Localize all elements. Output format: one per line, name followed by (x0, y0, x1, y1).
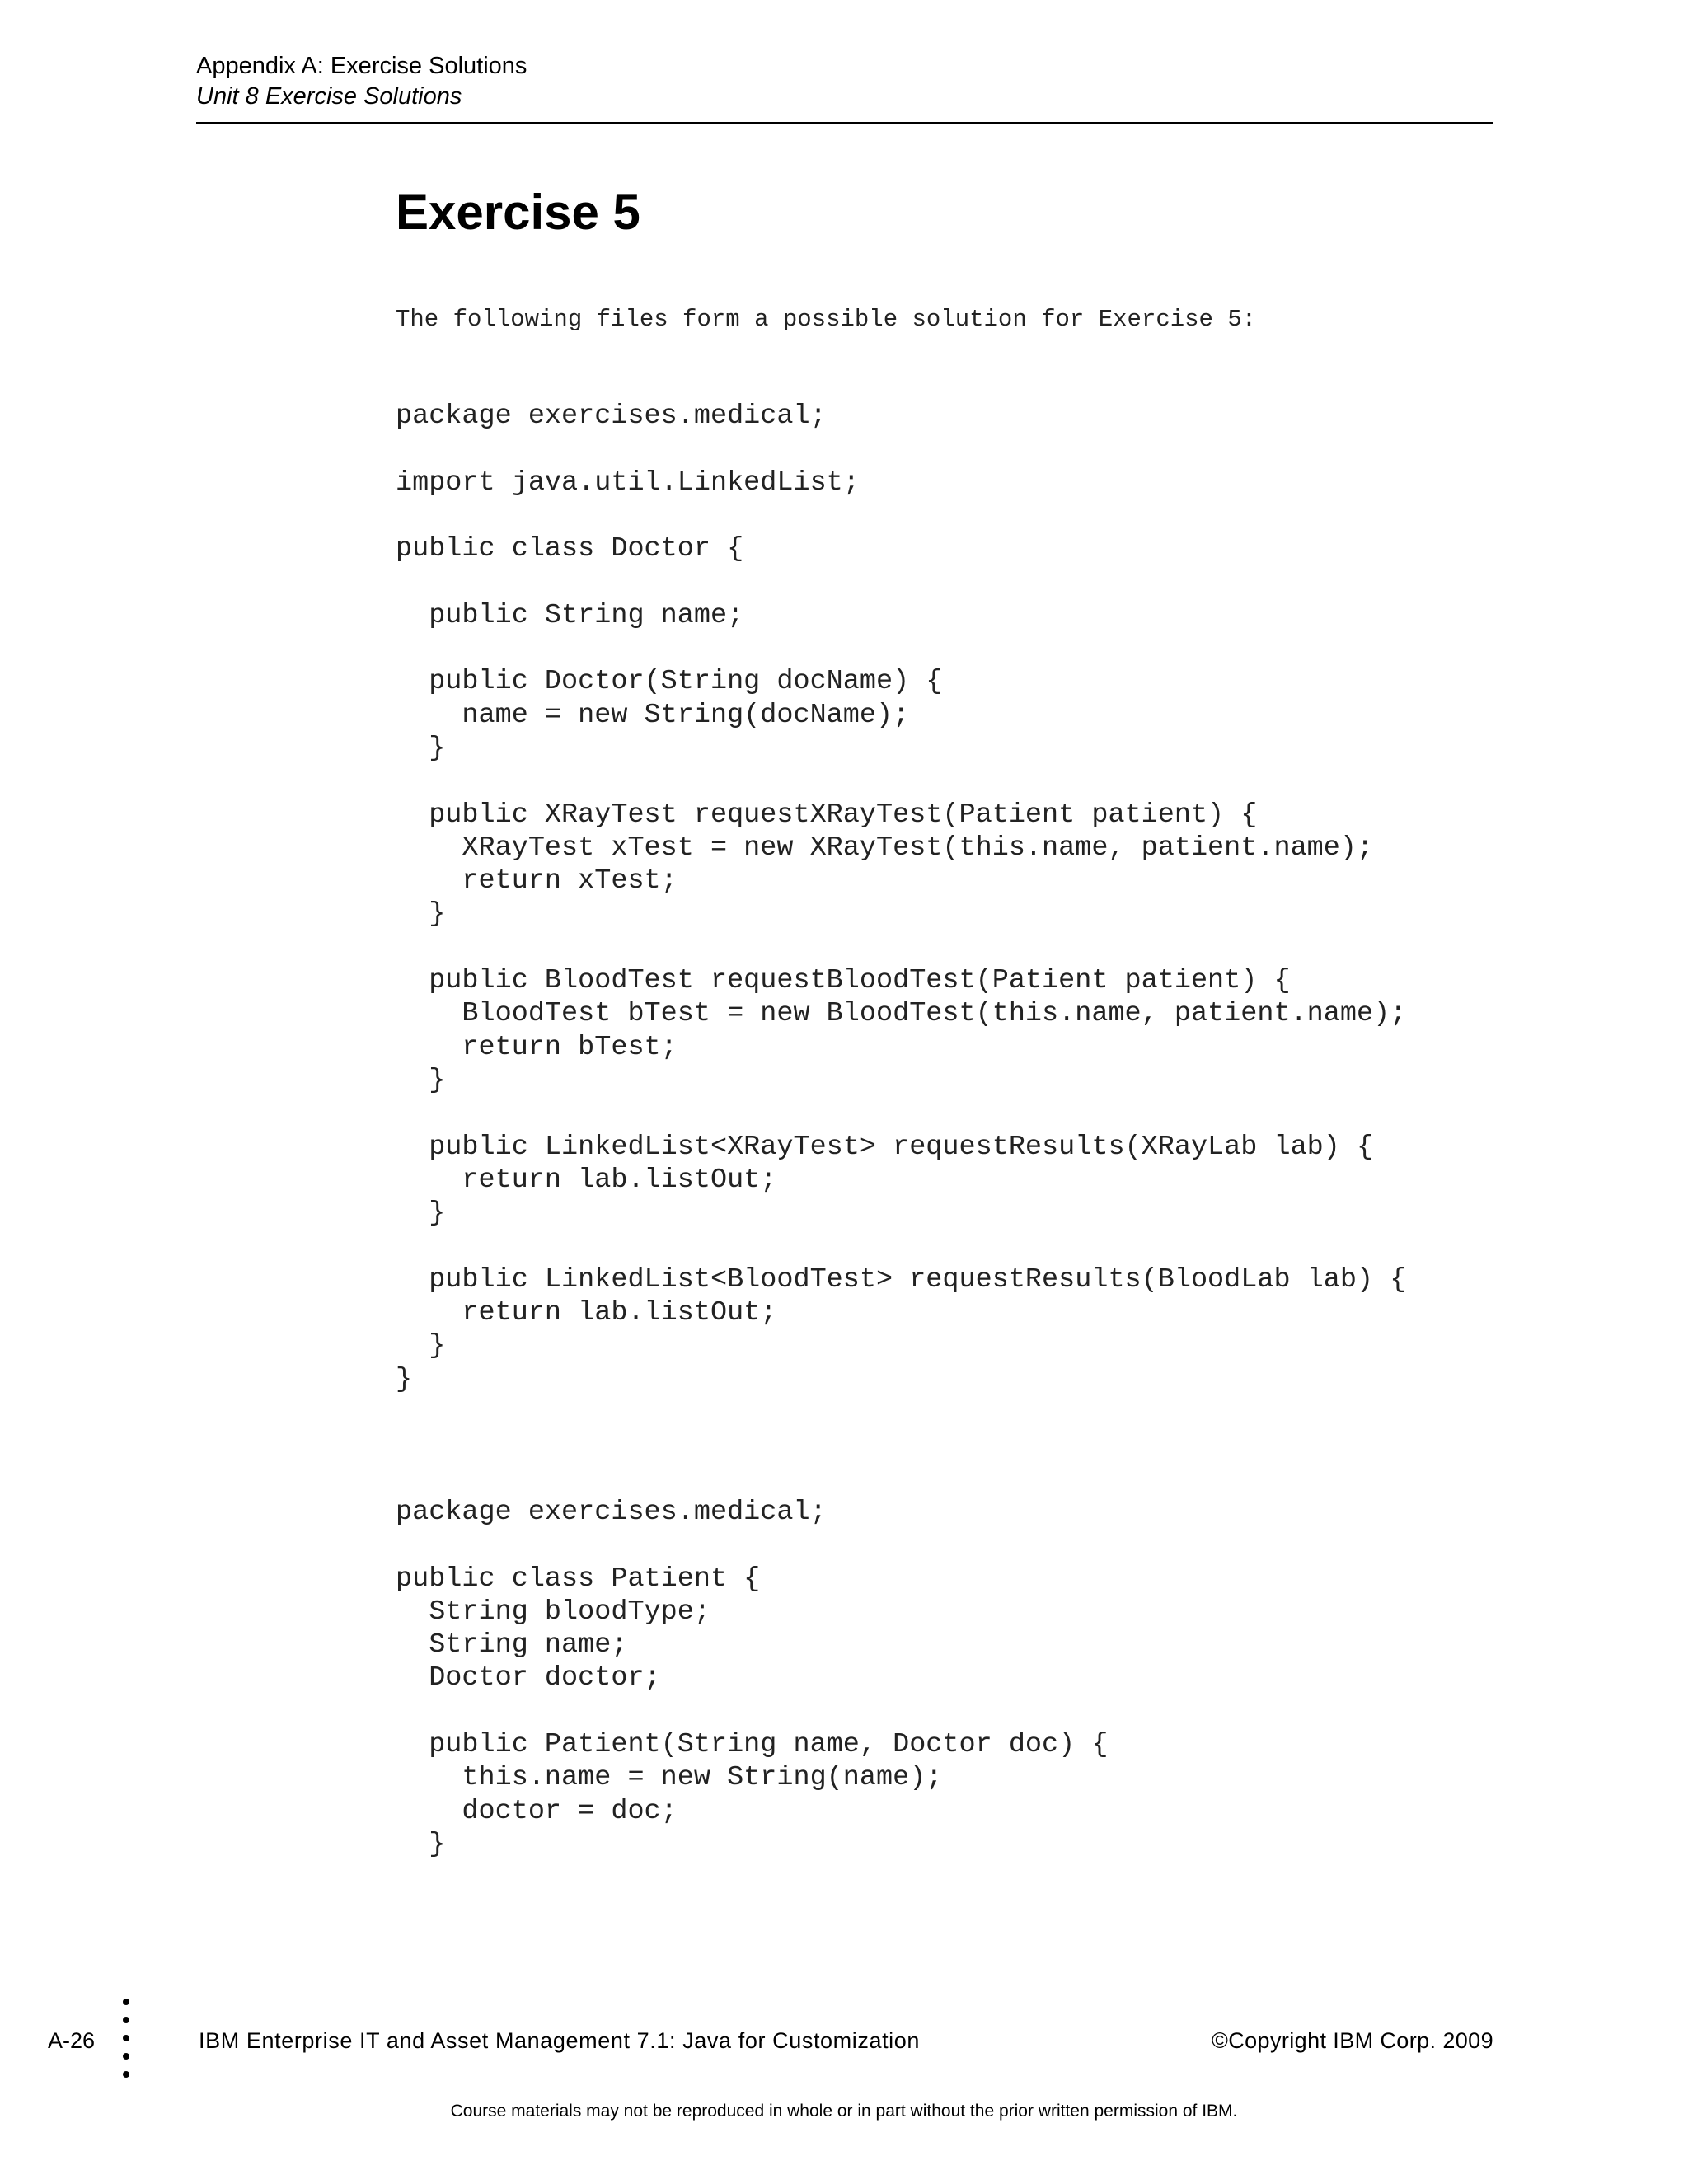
page-title: Exercise 5 (396, 185, 640, 240)
footer-notice: Course materials may not be reproduced in whole or in part without the prior written permission of IBM. (450, 2102, 1238, 2121)
footer-copyright: ©Copyright IBM Corp. 2009 (1211, 2028, 1493, 2053)
header-appendix-title: Appendix A: Exercise Solutions (196, 53, 528, 79)
footer-course-title: IBM Enterprise IT and Asset Management 7.1: Java for Customization (199, 2028, 921, 2053)
page-number: A-26 (48, 2028, 96, 2053)
header-divider (196, 122, 1493, 124)
footer-dot (123, 2035, 129, 2041)
running-header (196, 51, 1493, 112)
footer-dot (123, 2053, 129, 2060)
code-block-patient: package exercises.medical; public class Patient { String bloodType; String name; Doctor doctor; public Patient(String name, Doctor doc) { this.name = new String(name); doctor = doc; } (396, 1497, 1109, 1860)
code-block-doctor: package exercises.medical; import java.util.LinkedList; public class Doctor { public String name; public Doctor(String docName) { name = new String(docName); } public XRayTest requestXRayTest(Patient patient) { XRayTest xTest = new XRayTest(this.name, patient.name); return xTest; } public BloodTest requestBloodTest(Patient patient) { BloodTest bTest = new BloodTest(this.name, patient.name); return bTest; } public LinkedList<XRayTest> requestResults(XRayLab lab) { return lab.listOut; } public LinkedList<BloodTest> requestResults(BloodLab lab) { return lab.listOut; } } (396, 401, 1407, 1395)
footer-dot-separator (123, 1999, 131, 2081)
header-unit-title: Unit 8 Exercise Solutions (196, 83, 462, 110)
intro-text: The following files form a possible solution for Exercise 5: (396, 306, 1257, 333)
footer-dot (123, 1999, 129, 2005)
footer-dot (123, 2017, 129, 2023)
footer-dot (123, 2071, 129, 2078)
